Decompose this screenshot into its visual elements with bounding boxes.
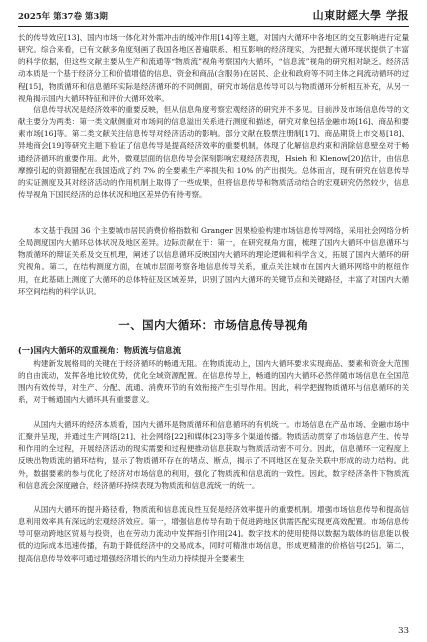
subsection-heading: (一)国内大循环的双重视角：物质流与信息流 bbox=[18, 345, 182, 355]
page-number: 33 bbox=[398, 626, 409, 636]
paragraph: 从国内大循环的提升路径看，物质流和信息流良性互促是经济效率提升的重要机制。增强市场信息传导和提高信息利用效率具有深远的宏观经济效应。第一，增强信息传导有助于促进跨地区供需匹配实现更高效配置。市场信息传导可驱动跨地区贸易与投资，也在劳动力流动中发挥指引作用[24]。数字技术的使用使得以数据为载体的信息能以极低的边际成本迅速传播，有助于降低经济中的交易成本，同时可精准市场信息，形成更精准的价格信号[25]。第二，提高信息传导效率可通过增强经济增长的内生动力持续提升全要素生 bbox=[18, 505, 409, 563]
section-heading: 一、国内大循环：市场信息传导视角 bbox=[118, 318, 309, 332]
paragraph: 从国内大循环的经济本质看，国内大循环是物质循环和信息循环的有机统一。市场信息在产品市场、金融市场中汇聚并呈现，并通过生产网络[21]、社会网络[22]和媒体[23]等多个渠道传播。物质活动贯穿了市场信息产生、传导和作用的全过程，开展经济活动的现实需要和过程便推动信息获取与物质活动密不可分。因此，信息循环一定程度上反映出物质流的循环结构，显示了物质循环存在的堵点、断点，揭示了不同地区在复杂关联中形成的动力结构。此外，数据要素的参与优化了经济对市场信息的利用，强化了物质流和信息流的一致性。因此，数字经济条件下物质流和信息流会深度融合，经济循环持续表现为物质流和信息流统一的统一。 bbox=[18, 420, 409, 490]
paragraph: 构建新发展格局的关键在于经济循环的畅通无阻。在物质流动上，国内大循环要求实现商品、要素和资金大范围的自由流动，发挥各地比较优势，优化全域资源配置。在信息传导上，畅通的国内大循环必然伴随市场信息在全国范围内有效传导，对生产、分配、流通、消费环节的有效衔接产生引导作用。因此，科学把握物质循环与信息循环的关系，对于畅通国内大循环具有重要意义。 bbox=[18, 359, 409, 405]
paragraph: 信息传导状况是经济效率的重要反映，但从信息角度考察宏观经济的研究并不多见。目前涉及市场信息传导的文献主要分为两类：第一类文献侧重对市场间的信息溢出关系进行测度和描述，研究对象包括金融市场[16]、商品和要素市场[16]等。第二类文献关注信息传导对经济活动的影响。部分文献在股票注册制[17]、商品期货上市交易[18]、异地商会[19]等研究主题下验证了信息传导是提高经济效率的重要机制，体现了化解信息约束和消除信息壁垒对于畅通经济循环的重要作用。此外，微观层面的信息传导会深刻影响宏观经济表现，Hsieh 和 Klenow[20]估计，由信息摩擦引起的资源错配在我国造成了约 7% 的全要素生产率损失和 10% 的产出损失。总体而言，现有研究在信息传导的实证测度及其对经济活动的作用机制上取得了一些成果，但将信息传导和物质活动结合的宏观研究仍然较少，信息传导视角下国民经济的总体状况和地区差异仍有待考察。 bbox=[18, 105, 409, 200]
article-body bbox=[18, 32, 409, 577]
paragraph: 本文基于我国 36 个主要城市居民消费价格指数和 Granger 因果检验构建市场信息传导网络，采用社会网络分析全局测度国内大循环总体状况及地区差异。边际贡献在于：第一，在研究视角方面，梳理了国内大循环中信息循环与物质循环的辩证关系及交互机理，阐述了以信息循环反映国内大循环的理论逻辑和科学含义，拓展了国内大循环的研究视角。第二，在结构测度方面，在城市层面考察各地信息传导关系，重点关注城市在国内大循环网络中的枢纽作用，在此基础上测度了大循环的总体特征及区域差异，识别了国内大循环的关键节点和关键路径，丰富了对国内大循环空间结构的科学认识。 bbox=[18, 226, 409, 296]
issue-info: 2025年 第37卷 第3期 bbox=[18, 12, 108, 22]
page-header bbox=[18, 6, 409, 27]
journal-logo: 山東財經大學 学报 bbox=[312, 9, 409, 22]
paragraph: 长的传导效应[13]、国内市场一体化对外需冲击的缓冲作用[14]等主题，对国内大循环中各地区的交互影响进行定量研究。综合来看，已有文献多角度刻画了我国各地区普遍联系、相互影响的经济现实，为把握大循环现状提供了丰富的科学依据，但这些文献主要从生产和流通等“物质流”视角考察国内大循环，“信息流”视角的研究相对缺乏。经济活动本质是一个基于经济分工和价值增值的信息、资金和商品(含服务)在居民、企业和政府等不同主体之间流动循环的过程[15]，物质循环和信息循环实际是经济循环的不同侧面，研究市场信息传导可以与物质循环分析相互补充，从另一视角揭示国内大循环特征和评价大循环效率。 bbox=[18, 33, 409, 103]
